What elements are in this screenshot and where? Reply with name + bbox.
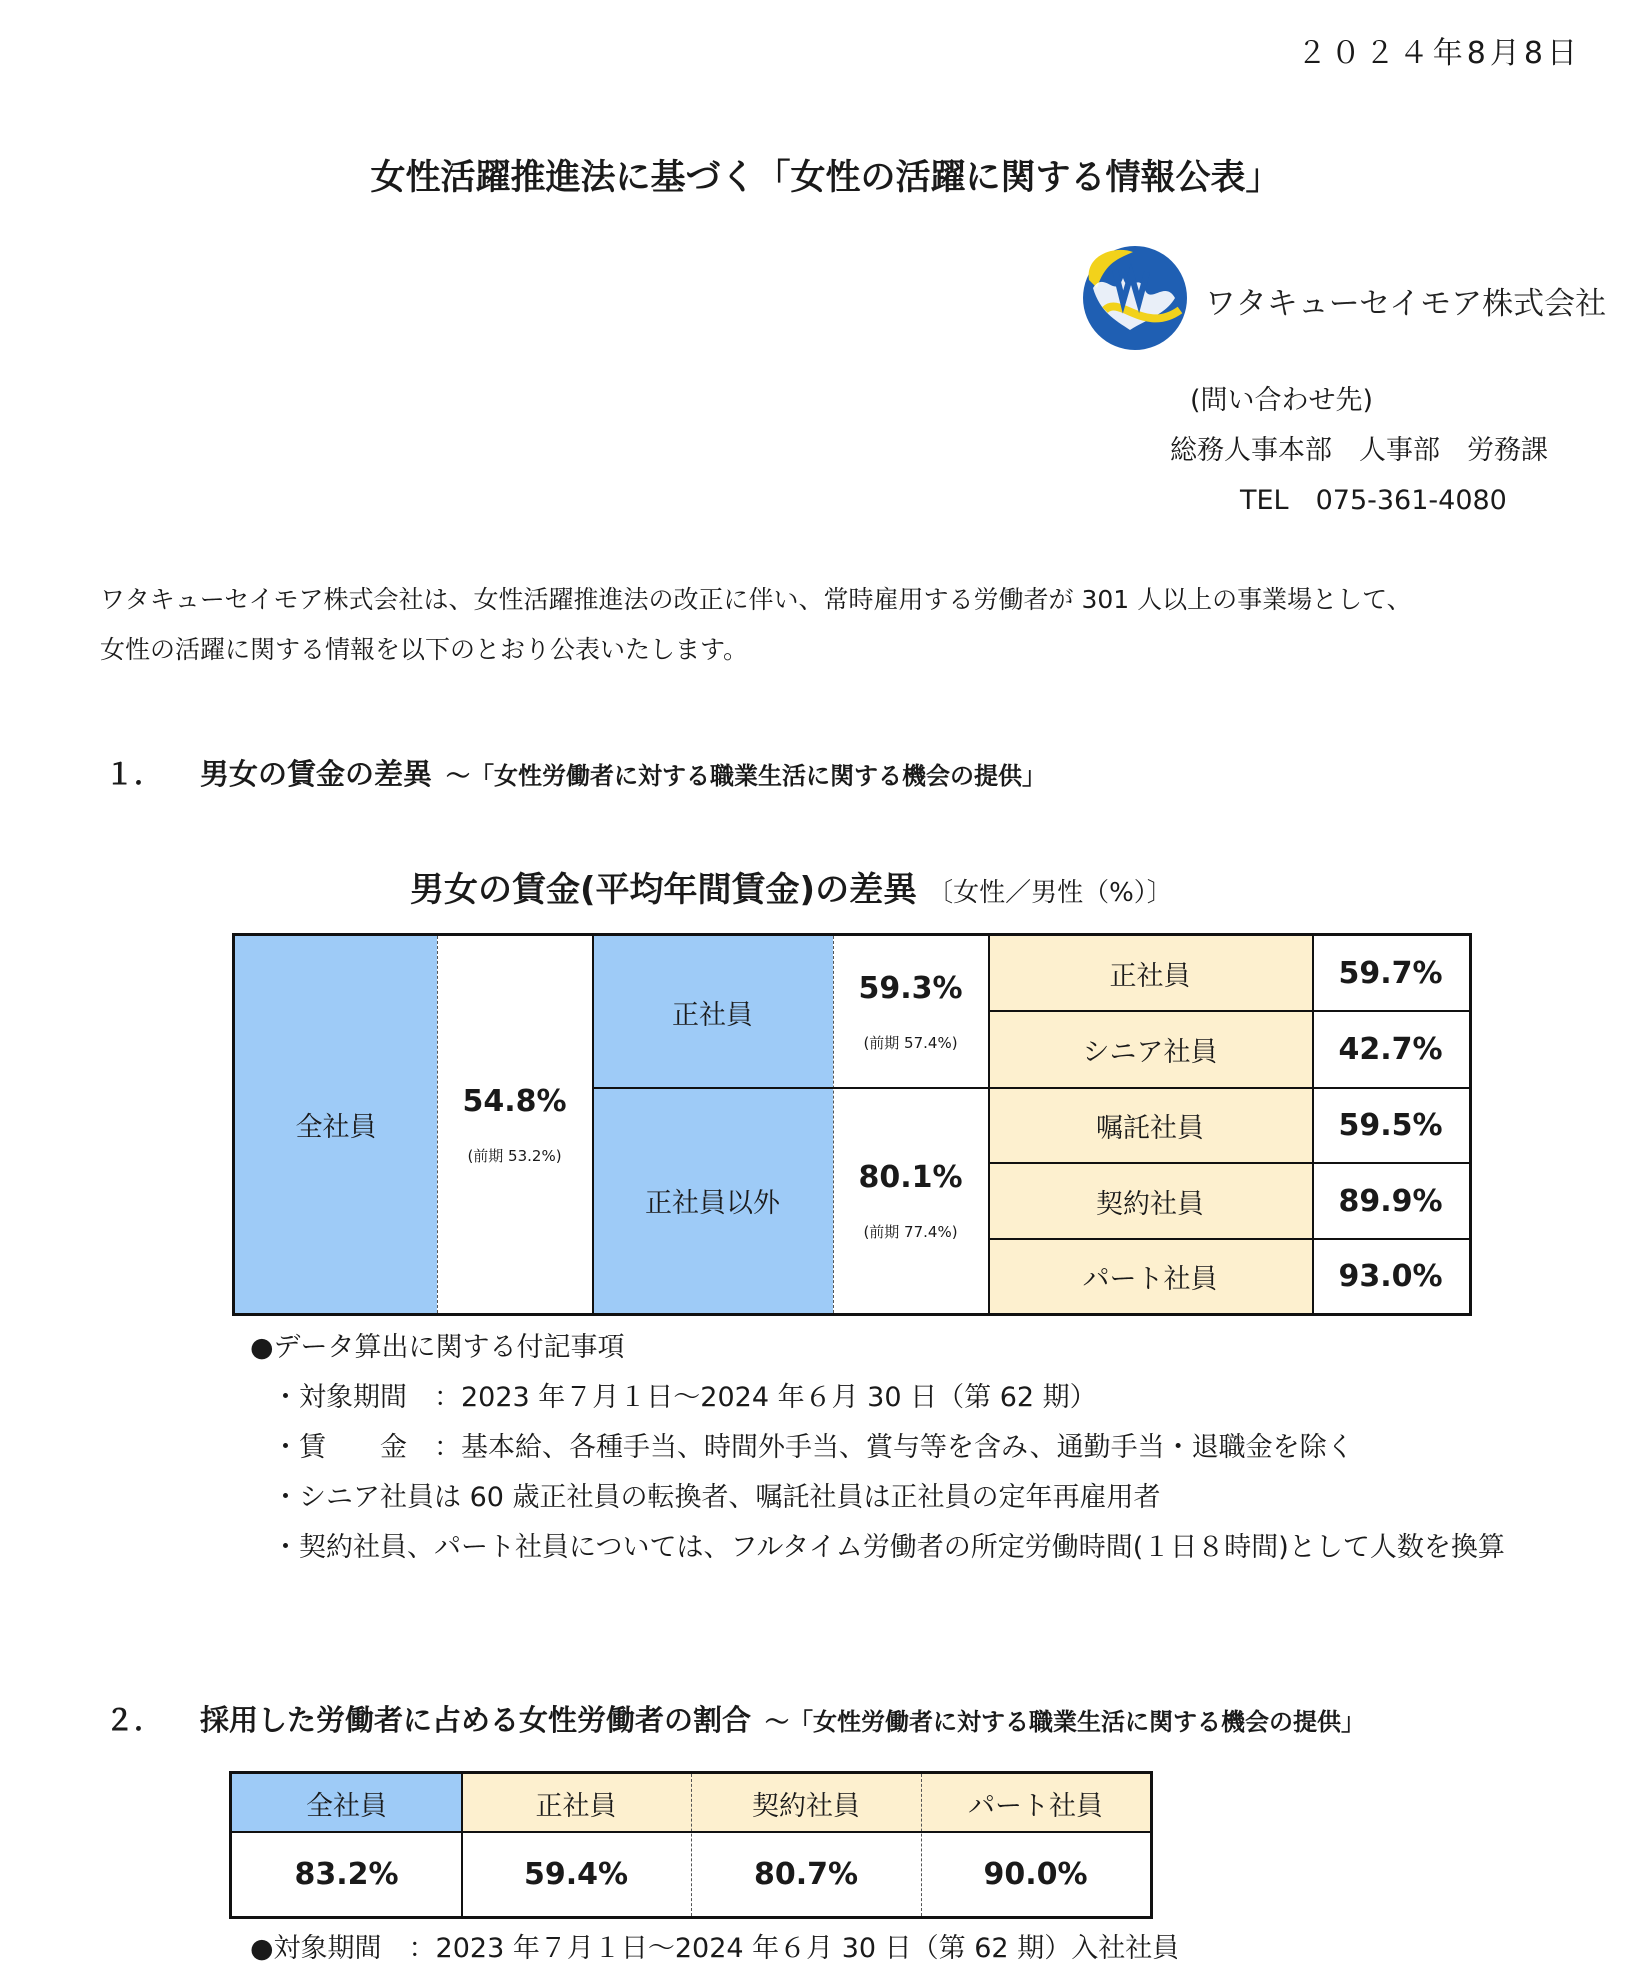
wage-table-unit: 〔女性／男性（%）〕 <box>927 878 1173 908</box>
nonregular-label: 正社員以外 <box>592 1088 833 1313</box>
breakdown-label-shokutaku: 嘱託社員 <box>988 1088 1312 1163</box>
grid-line <box>988 1162 1469 1164</box>
company-logo <box>1075 240 1607 355</box>
breakdown-label-part: パート社員 <box>988 1239 1312 1313</box>
grid-line <box>988 1087 1469 1089</box>
regular-cell <box>833 936 988 1088</box>
female-hiring-table <box>229 1771 1153 1919</box>
contact-tel: TEL 075-361-4080 <box>1240 485 1507 516</box>
all-employees-cell <box>437 936 592 1313</box>
wage-gap-table <box>232 933 1472 1316</box>
contact-department: 総務人事本部 人事部 労務課 <box>1170 435 1548 466</box>
grid-line <box>988 1238 1469 1240</box>
wage-table-title <box>410 862 1173 911</box>
breakdown-value-part: 93.0% <box>1338 1258 1443 1294</box>
hire-header-regular: 正社員 <box>461 1774 691 1832</box>
grid-line <box>592 1087 988 1089</box>
document-date: ２０２４年8月8日 <box>1296 36 1581 71</box>
grid-line <box>833 936 834 1313</box>
all-employees-value: 54.8% <box>462 1083 567 1119</box>
breakdown-value-shokutaku: 59.5% <box>1338 1108 1443 1143</box>
section-1-subtitle: ～「女性労働者に対する職業生活に関する機会の提供」 <box>446 762 1047 790</box>
note-wage: ・賃 金 ：基本給、各種手当、時間外手当、賞与等を含み、通勤手当・退職金を除く <box>272 1432 1354 1463</box>
note-senior: ・シニア社員は 60 歳正社員の転換者、嘱託社員は正社員の定年再雇用者 <box>272 1482 1161 1513</box>
grid-line <box>232 1831 1150 1833</box>
company-name: ワタキューセイモア株式会社 <box>1205 286 1607 322</box>
grid-line <box>592 936 594 1313</box>
grid-line <box>921 1774 922 1916</box>
hire-value-regular: 59.4% <box>523 1856 629 1892</box>
grid-line <box>988 1010 1469 1012</box>
all-employees-prev: (前期 53.2%) <box>467 1146 562 1165</box>
nonregular-value: 80.1% <box>858 1159 963 1195</box>
note-contract: ・契約社員、パート社員については、フルタイム労働者の所定労働時間(１日８時間)として人数を換算 <box>272 1532 1505 1563</box>
nonregular-cell <box>833 1088 988 1313</box>
section-2-title: 採用した労働者に占める女性労働者の割合 <box>200 1703 752 1737</box>
breakdown-value-regular: 59.7% <box>1338 956 1443 991</box>
notes-heading: ●データ算出に関する付記事項 <box>250 1332 625 1363</box>
grid-line <box>437 936 438 1313</box>
hire-value-contract: 80.7% <box>753 1856 859 1892</box>
breakdown-value-contract: 89.9% <box>1338 1183 1443 1219</box>
company-logo-icon <box>1075 240 1193 352</box>
grid-line <box>988 936 990 1313</box>
section-2-heading <box>105 1698 1365 1739</box>
hire-value-all: 83.2% <box>294 1856 399 1892</box>
breakdown-label-regular: 正社員 <box>988 936 1312 1011</box>
grid-line <box>1312 936 1314 1313</box>
section-2-note: ●対象期間 ：2023 年７月１日～2024 年６月 30 日（第 62 期）入社社員 <box>250 1933 1180 1964</box>
section-2-number: ２． <box>105 1703 164 1737</box>
regular-prev: (前期 57.4%) <box>863 1034 958 1052</box>
section-1-title: 男女の賃金の差異 <box>200 757 433 791</box>
breakdown-label-senior: シニア社員 <box>988 1011 1312 1088</box>
section-2-subtitle: ～「女性労働者に対する職業生活に関する機会の提供」 <box>765 1708 1366 1736</box>
regular-label: 正社員 <box>592 936 833 1088</box>
all-employees-label: 全社員 <box>235 936 437 1313</box>
page-title: 女性活躍推進法に基づく「女性の活躍に関する情報公表」 <box>370 158 1281 198</box>
breakdown-label-contract: 契約社員 <box>988 1163 1312 1239</box>
nonregular-prev: (前期 77.4%) <box>863 1222 958 1241</box>
breakdown-value-senior: 42.7% <box>1338 1032 1443 1067</box>
section-1-heading <box>105 752 1046 793</box>
grid-line <box>461 1774 463 1916</box>
regular-value: 59.3% <box>858 971 963 1006</box>
grid-line <box>691 1774 692 1916</box>
intro-line-1: ワタキューセイモア株式会社は、女性活躍推進法の改正に伴い、常時雇用する労働者が 301 人以上の事業場として、 <box>100 585 1412 614</box>
wage-table-title-text: 男女の賃金(平均年間賃金)の差異 <box>410 870 918 910</box>
hire-header-all: 全社員 <box>232 1774 461 1832</box>
contact-label: (問い合わせ先) <box>1190 385 1374 416</box>
hire-header-contract: 契約社員 <box>691 1774 921 1832</box>
intro-line-2: 女性の活躍に関する情報を以下のとおり公表いたします。 <box>100 635 749 664</box>
hire-value-part: 90.0% <box>983 1856 1088 1892</box>
hire-header-part: パート社員 <box>921 1774 1150 1832</box>
section-1-number: １． <box>105 757 164 791</box>
note-period: ・対象期間 ：2023 年７月１日～2024 年６月 30 日（第 62 期） <box>272 1382 1097 1413</box>
